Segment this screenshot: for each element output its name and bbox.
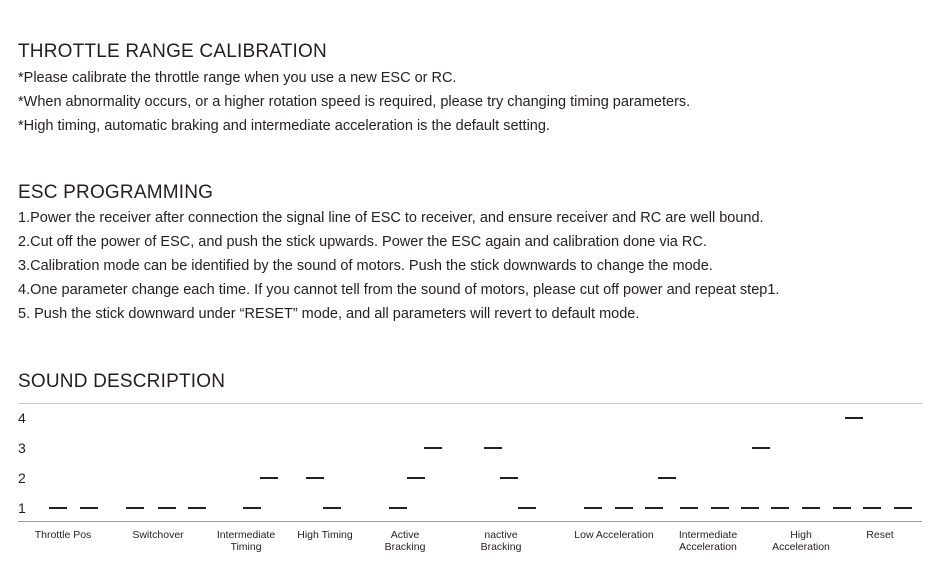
- chart-y-tick: 1: [18, 500, 26, 516]
- chart-mark: [771, 507, 789, 509]
- chart-mark: [126, 507, 144, 509]
- chart-mark: [894, 507, 912, 509]
- chart-category-label: Throttle Pos: [34, 529, 92, 541]
- chart-mark: [323, 507, 341, 509]
- chart-mark: [680, 507, 698, 509]
- chart-mark: [863, 507, 881, 509]
- chart-category-label: High Timing: [297, 529, 353, 541]
- chart-y-tick: 2: [18, 470, 26, 486]
- chart-mark: [424, 447, 442, 449]
- chart-mark: [243, 507, 261, 509]
- chart-mark: [484, 447, 502, 449]
- chart-mark: [645, 507, 663, 509]
- chart-mark: [752, 447, 770, 449]
- throttle-note-1: *Please calibrate the throttle range when you use a new ESC or RC.: [18, 70, 457, 86]
- chart-category-label: High Acceleration: [772, 529, 830, 553]
- chart-mark: [584, 507, 602, 509]
- chart-mark: [188, 507, 206, 509]
- chart-mark: [741, 507, 759, 509]
- chart-mark: [407, 477, 425, 479]
- chart-category-label: nactive Bracking: [480, 529, 522, 553]
- sound-description-title: SOUND DESCRIPTION: [18, 371, 226, 392]
- throttle-note-2: *When abnormality occurs, or a higher rotation speed is required, please try changing timing parameters.: [18, 94, 691, 110]
- esc-step-4: 4.One parameter change each time. If you cannot tell from the sound of motors, please cut off power and repeat step1.: [18, 282, 780, 298]
- chart-mark: [833, 507, 851, 509]
- chart-mark: [711, 507, 729, 509]
- chart-y-tick: 4: [18, 410, 26, 426]
- esc-step-2: 2.Cut off the power of ESC, and push the stick upwards. Power the ESC again and calibration done via RC.: [18, 234, 707, 250]
- chart-category-label: Intermediate Timing: [216, 529, 276, 553]
- chart-mark: [658, 477, 676, 479]
- esc-step-5: 5. Push the stick downward under “RESET” mode, and all parameters will revert to default mode.: [18, 306, 640, 322]
- chart-top-divider: [18, 403, 922, 404]
- chart-category-label: Active Bracking: [384, 529, 426, 553]
- throttle-range-calibration-title: THROTTLE RANGE CALIBRATION: [18, 41, 327, 62]
- chart-mark: [306, 477, 324, 479]
- chart-mark: [49, 507, 67, 509]
- throttle-note-3: *High timing, automatic braking and intermediate acceleration is the default setting.: [18, 118, 550, 134]
- chart-mark: [845, 417, 863, 419]
- chart-category-label: Intermediate Acceleration: [678, 529, 738, 553]
- esc-step-3: 3.Calibration mode can be identified by the sound of motors. Push the stick downwards to change the mode.: [18, 258, 713, 274]
- chart-category-label: Low Acceleration: [574, 529, 654, 541]
- chart-mark: [802, 507, 820, 509]
- chart-mark: [80, 507, 98, 509]
- esc-step-1: 1.Power the receiver after connection the signal line of ESC to receiver, and ensure receiver and RC are well bound.: [18, 210, 764, 226]
- chart-mark: [260, 477, 278, 479]
- chart-category-label: Reset: [866, 529, 894, 541]
- chart-mark: [389, 507, 407, 509]
- chart-mark: [500, 477, 518, 479]
- chart-mark: [518, 507, 536, 509]
- chart-mark: [615, 507, 633, 509]
- esc-programming-title: ESC PROGRAMMING: [18, 182, 214, 203]
- sound-description-chart: [18, 403, 922, 558]
- chart-category-label: Switchover: [132, 529, 184, 541]
- chart-axis-line: [18, 521, 922, 522]
- chart-mark: [158, 507, 176, 509]
- chart-y-tick: 3: [18, 440, 26, 456]
